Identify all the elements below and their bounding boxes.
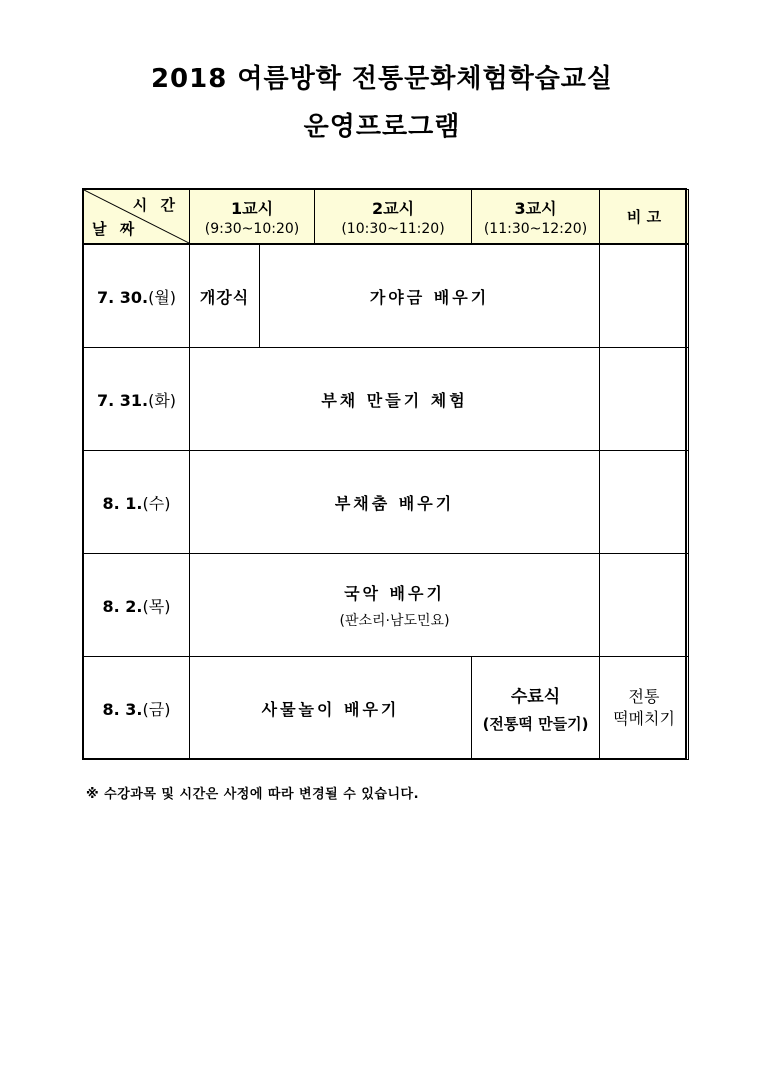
table-header-row xyxy=(84,190,689,245)
note-cell xyxy=(600,657,689,760)
activity-title: 국악 배우기 xyxy=(344,583,445,603)
time-axis-label: 시 간 xyxy=(132,196,179,214)
note-cell xyxy=(600,554,689,657)
date-text: 8. 1. xyxy=(102,493,143,513)
activity-subtitle: (판소리·남도민요) xyxy=(339,612,450,629)
date-cell xyxy=(84,244,190,348)
date-text: 8. 3. xyxy=(102,699,143,719)
schedule-table xyxy=(83,189,689,760)
date-cell xyxy=(84,657,190,760)
period-1-time: (9:30~10:20) xyxy=(204,221,300,237)
period-3-name: 3교시 xyxy=(514,199,557,218)
weekday-text: (금) xyxy=(142,699,171,719)
period-2-header xyxy=(315,190,472,245)
document-title: 2018 여름방학 전통문화체험학습교실 xyxy=(150,64,614,94)
footnote: ※ 수강과목 및 시간은 사정에 따라 변경될 수 있습니다. xyxy=(86,787,420,802)
note-line: 떡메치기 xyxy=(613,709,675,728)
note-cell xyxy=(600,348,689,451)
period-1-name: 1교시 xyxy=(230,199,274,218)
date-cell xyxy=(84,348,190,451)
closing-ceremony-subtitle: (전통떡 만들기) xyxy=(482,715,589,733)
table-row xyxy=(84,554,689,657)
closing-ceremony-title: 수료식 xyxy=(510,687,561,707)
date-axis-label: 날 짜 xyxy=(92,220,139,238)
date-cell xyxy=(84,451,190,554)
table-row xyxy=(84,348,689,451)
period-2-name: 2교시 xyxy=(371,199,415,218)
weekday-text: (목) xyxy=(142,596,171,616)
note-line: 전통 xyxy=(628,687,660,706)
activity-cell: 부채 만들기 체험 xyxy=(190,348,600,451)
date-text: 8. 2. xyxy=(102,596,143,616)
table-row xyxy=(84,244,689,348)
date-cell xyxy=(84,554,190,657)
note-cell xyxy=(600,244,689,348)
weekday-text: (화) xyxy=(148,390,177,410)
note-cell xyxy=(600,451,689,554)
table-row xyxy=(84,451,689,554)
weekday-text: (월) xyxy=(148,287,177,307)
table-row xyxy=(84,657,689,760)
opening-ceremony-cell: 개강식 xyxy=(190,244,260,348)
corner-header-cell xyxy=(84,190,190,245)
period-3-time: (11:30~12:20) xyxy=(483,221,588,237)
closing-ceremony-cell xyxy=(472,657,600,760)
note-header: 비 고 xyxy=(600,190,689,245)
weekday-text: (수) xyxy=(142,493,171,513)
period-3-header xyxy=(472,190,600,245)
period-2-time: (10:30~11:20) xyxy=(341,221,445,237)
activity-cell xyxy=(190,554,600,657)
activity-cell: 가야금 배우기 xyxy=(260,244,600,348)
document-subtitle: 운영프로그램 xyxy=(303,112,461,142)
date-text: 7. 30. xyxy=(96,287,149,307)
activity-cell: 부채춤 배우기 xyxy=(190,451,600,554)
date-text: 7. 31. xyxy=(96,390,149,410)
period-1-header xyxy=(190,190,315,245)
activity-cell: 사물놀이 배우기 xyxy=(190,657,472,760)
